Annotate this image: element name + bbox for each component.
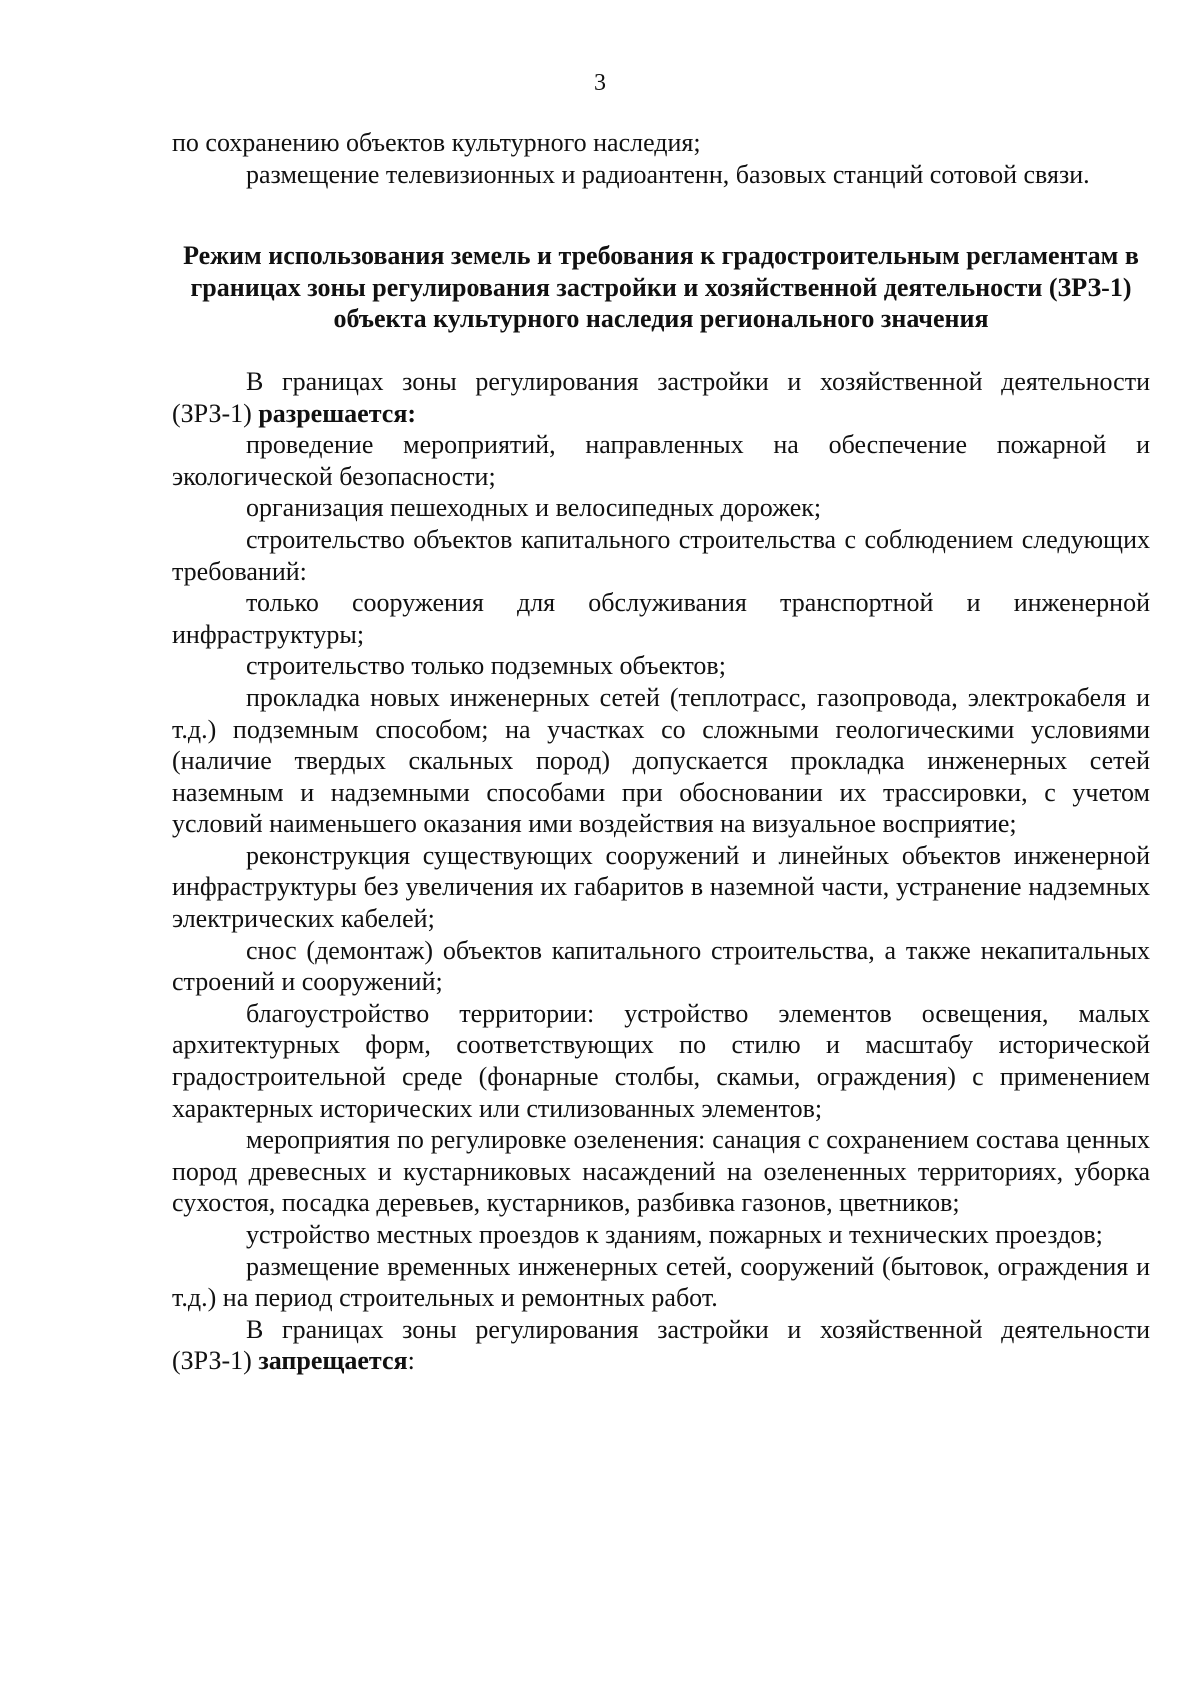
forbidden-intro-text: В границах зоны регулирования застройки и хозяйственной деятельности (ЗРЗ-1) [172,1314,1150,1376]
allowed-item: устройство местных проездов к зданиям, пожарных и технических проездов; [246,1220,1103,1249]
page-number: 3 [594,70,606,96]
document-body [172,127,1150,1377]
section-heading: Режим использования земель и требования к градостроительным регламентам в границах зоны регулирования застройки и хозяйственной деятельности (ЗРЗ-1) объекта культурного наследия регионального значения [183,241,1139,334]
allowed-item: размещение временных инженерных сетей, сооружений (бытовок, ограждения и т.д.) на период строительных и ремонтных работ. [172,1251,1150,1313]
intro-paragraph-2: размещение телевизионных и радиоантенн, базовых станций сотовой связи. [246,159,1090,189]
allowed-keyword: разрешается: [258,398,417,428]
allowed-item: прокладка новых инженерных сетей (теплотрасс, газопровода, электрокабеля и т.д.) подземным способом; на участках со сложными геологическими условиями (наличие твердых скальных пород) допускается прокладка инженерных сетей наземным и надземными способами при обосновании их трассировки, с учетом условий наименьшего оказания ими воздействия на визуальное восприятие; [172,682,1150,839]
allowed-item: благоустройство территории: устройство элементов освещения, малых архитектурных форм, соответствующих по стилю и масштабу исторической градостроительной среде (фонарные столбы, скамьи, ограждения) с применением характерных исторических или стилизованных элементов; [172,998,1150,1123]
intro-paragraph-1: по сохранению объектов культурного наследия; [172,128,701,157]
allowed-item: строительство объектов капитального строительства с соблюдением следующих требований: [172,524,1150,586]
forbidden-intro-paragraph [172,1314,1150,1377]
allowed-item: снос (демонтаж) объектов капитального строительства, а также некапитальных строений и сооружений; [172,935,1150,997]
allowed-item: только сооружения для обслуживания транспортной и инженерной инфраструктуры; [172,588,1150,649]
forbidden-keyword: запрещается [258,1346,408,1376]
allowed-item: организация пешеходных и велосипедных дорожек; [246,493,822,523]
allowed-item: проведение мероприятий, направленных на обеспечение пожарной и экологической безопасности; [172,430,1150,491]
forbidden-intro-tail: : [407,1346,415,1376]
allowed-item: реконструкция существующих сооружений и линейных объектов инженерной инфраструктуры без увеличения их габаритов в наземной части, устранение надземных электрических кабелей; [172,840,1150,934]
allowed-item: строительство только подземных объектов; [246,651,726,681]
allowed-item: мероприятия по регулировке озеленения: санация с сохранением состава ценных пород древесных и кустарниковых насаждений на озелененных территориях, уборка сухостоя, посадка деревьев, кустарников, разбивка газонов, цветников; [172,1125,1150,1218]
allowed-intro-text: В границах зоны регулирования застройки и хозяйственной деятельности (ЗРЗ-1) [172,366,1150,428]
allowed-intro-paragraph [172,366,1150,429]
